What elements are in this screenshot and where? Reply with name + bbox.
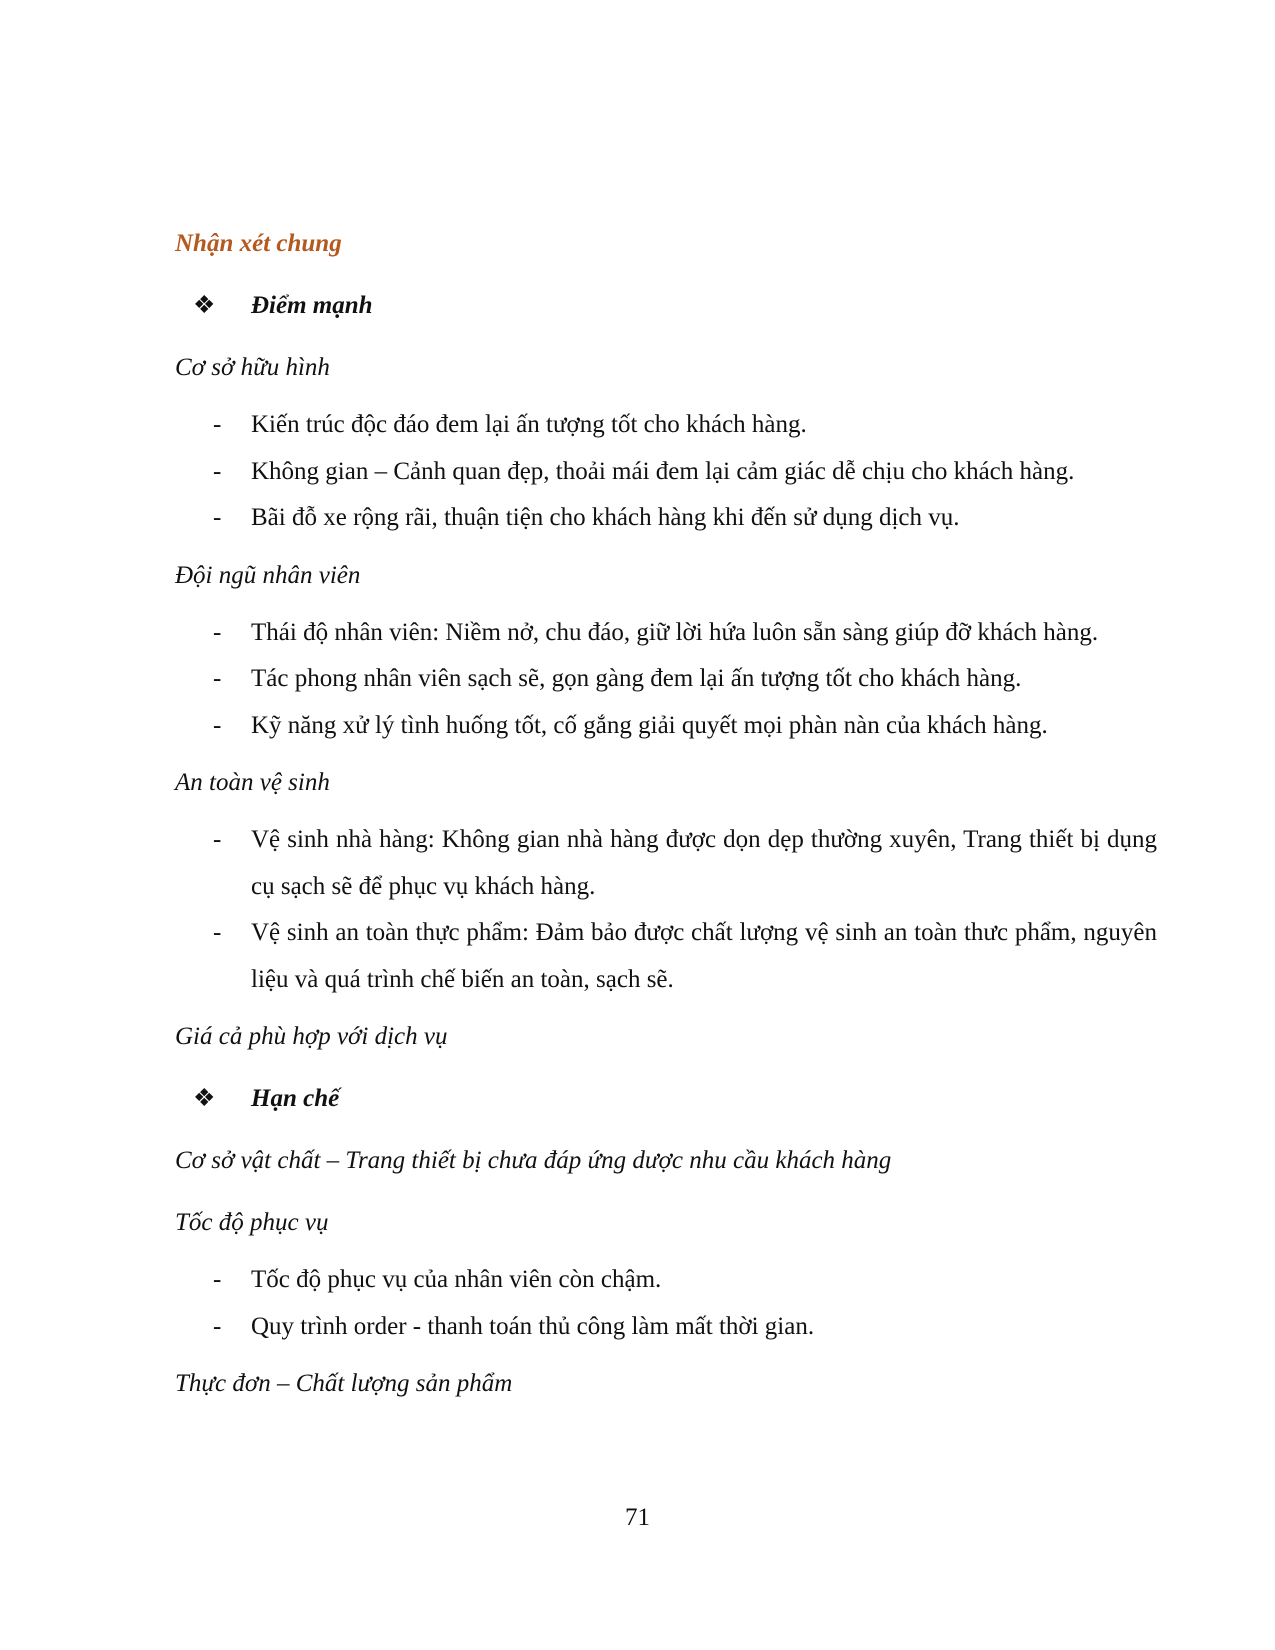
list-item: - Kỹ năng xử lý tình huống tốt, cố gắng giải quyết mọi phàn nàn của khách hàng. [175, 703, 1157, 750]
weaknesses-heading [175, 1081, 1157, 1117]
list-item: - Thái độ nhân viên: Niềm nở, chu đáo, giữ lời hứa luôn sẵn sàng giúp đỡ khách hàng. [175, 610, 1157, 657]
page-content [175, 226, 1157, 1402]
subhead-menu: Thực đơn – Chất lượng sản phẩm [175, 1370, 513, 1397]
list-item: - Tốc độ phục vụ của nhân viên còn chậm. [175, 1257, 1157, 1304]
list-item: - Quy trình order - thanh toán thủ công làm mất thời gian. [175, 1304, 1157, 1351]
dash-bullet: - [213, 618, 222, 646]
subhead-tangibles: Cơ sở hữu hình [175, 354, 330, 381]
list-item: - Vệ sinh an toàn thực phẩm: Đảm bảo được chất lượng vệ sinh an toàn thưc phẩm, nguyên liệu và quá trình chế biến an toàn, sạch sẽ. [175, 910, 1157, 1003]
service-speed-list [175, 1257, 1157, 1350]
dash-bullet: - [213, 504, 222, 531]
list-item: - Vệ sinh nhà hàng: Không gian nhà hàng được dọn dẹp thường xuyên, Trang thiết bị dụng cụ sạch sẽ để phục vụ khách hàng. [175, 817, 1157, 910]
subhead-facilities: Cơ sở vật chất – Trang thiết bị chưa đáp ứng dược nhu cầu khách hàng [175, 1147, 892, 1174]
dash-bullet: - [213, 665, 222, 692]
subhead-price: Giá cả phù hợp với dịch vụ [175, 1023, 448, 1050]
diamond-bullet-icon: ❖ [193, 292, 216, 319]
page-number: 71 [625, 1504, 650, 1531]
list-item: - Tác phong nhân viên sạch sẽ, gọn gàng đem lại ấn tượng tốt cho khách hàng. [175, 656, 1157, 703]
list-item: - Không gian – Cảnh quan đẹp, thoải mái đem lại cảm giác dễ chịu cho khách hàng. [175, 449, 1157, 496]
dash-bullet: - [213, 826, 222, 853]
weaknesses-heading-text: Hạn chế [251, 1085, 340, 1112]
dash-bullet: - [213, 457, 222, 485]
tangibles-list [175, 402, 1157, 542]
dash-bullet: - [213, 919, 222, 946]
hygiene-list [175, 817, 1157, 1003]
dash-bullet: - [213, 1266, 222, 1293]
section-title: Nhận xét chung [175, 230, 342, 257]
staff-list [175, 610, 1157, 750]
subhead-hygiene: An toàn vệ sinh [175, 769, 330, 796]
list-item: - Kiến trúc độc đáo đem lại ấn tượng tốt cho khách hàng. [175, 402, 1157, 449]
dash-bullet: - [213, 411, 222, 438]
dash-bullet: - [213, 1312, 222, 1340]
subhead-staff: Đội ngũ nhân viên [175, 561, 361, 589]
dash-bullet: - [213, 711, 222, 739]
subhead-service-speed: Tốc độ phục vụ [175, 1209, 329, 1236]
strengths-heading [175, 288, 1157, 324]
diamond-bullet-icon: ❖ [193, 1085, 216, 1112]
list-item: - Bãi đỗ xe rộng rãi, thuận tiện cho khách hàng khi đến sử dụng dịch vụ. [175, 495, 1157, 542]
strengths-heading-text: Điểm mạnh [251, 292, 373, 319]
